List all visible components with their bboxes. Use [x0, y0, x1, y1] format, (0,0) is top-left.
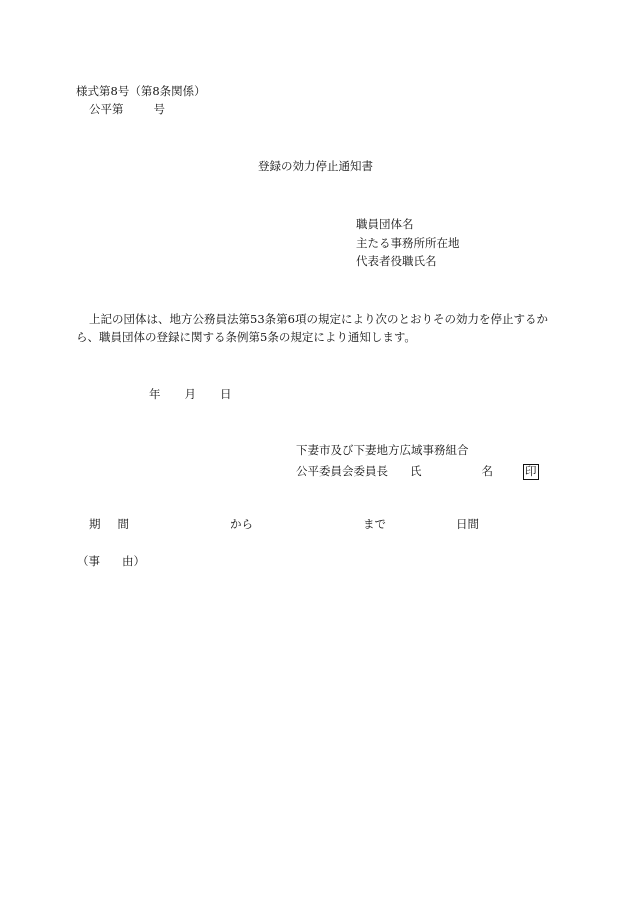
reference-suffix: 号	[153, 102, 165, 116]
reason-label	[77, 556, 145, 568]
recipient-office-location: 主たる事務所所在地	[356, 236, 460, 250]
issuer-organization: 下妻市及び下妻地方広域事務組合	[296, 443, 469, 457]
period-label-2: 間	[117, 517, 129, 531]
recipient-representative: 代表者役職氏名	[356, 254, 437, 268]
date-year: 年	[149, 387, 161, 401]
issuer-name-label-2: 名	[481, 464, 493, 478]
reference-prefix: 公平第	[89, 102, 124, 116]
date-month: 月	[184, 387, 196, 401]
date-day: 日	[220, 387, 232, 401]
reason-close: 由）	[122, 554, 145, 568]
period-days: 日間	[456, 517, 479, 531]
issuer-signature-line	[296, 464, 539, 480]
reference-number	[89, 104, 165, 116]
recipient-group-name: 職員団体名	[356, 217, 414, 231]
issuer-name-label-1: 氏	[410, 464, 422, 478]
document-title: 登録の効力停止通知書	[258, 159, 373, 173]
notice-body: 上記の団体は、地方公務員法第53条第6項の規定により次のとおりその効力を停止するから、職員団体の登録に関する条例第5条の規定により通知します。	[76, 312, 548, 344]
issuer-position: 公平委員会委員長	[296, 464, 388, 478]
period-to: まで	[363, 517, 386, 531]
reason-open: （事	[77, 554, 100, 568]
period-from: から	[230, 517, 253, 531]
date-line	[149, 389, 232, 401]
period-label	[89, 519, 129, 531]
period-label-1: 期	[89, 517, 101, 531]
form-number: 様式第8号（第8条関係）	[76, 84, 206, 98]
seal-mark: 印	[525, 464, 537, 478]
